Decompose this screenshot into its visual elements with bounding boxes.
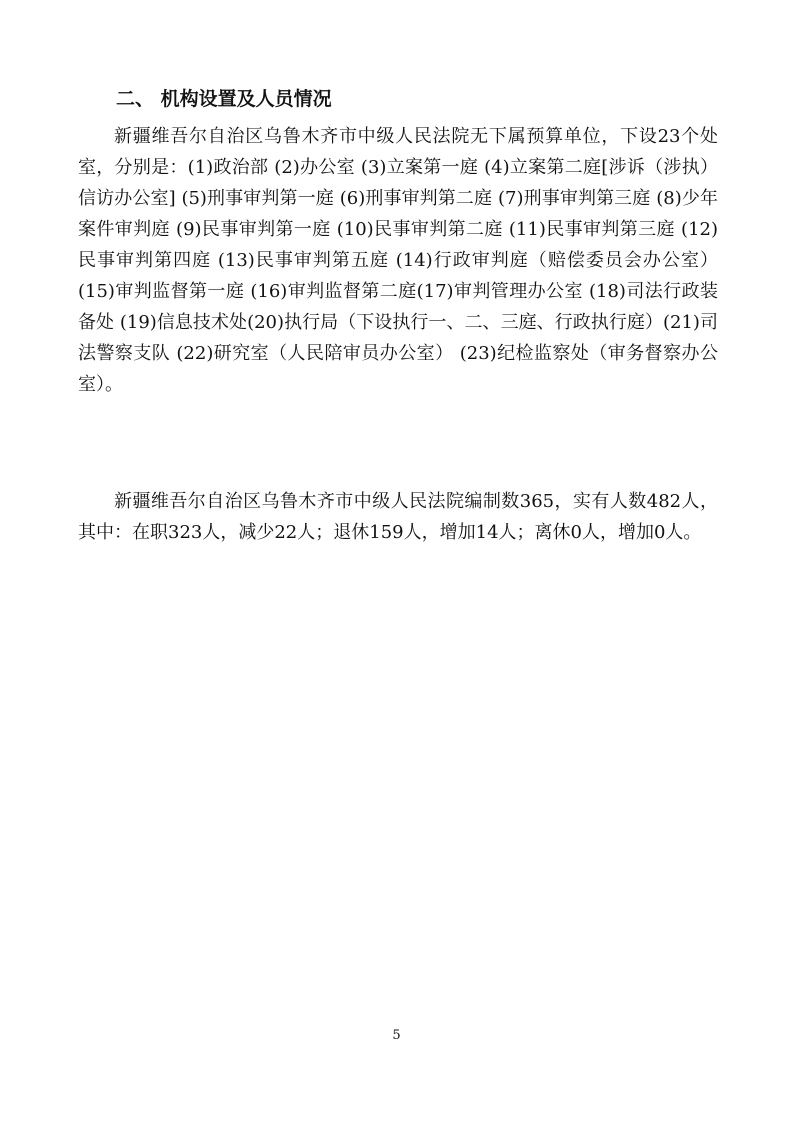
organization-paragraph: 新疆维吾尔自治区乌鲁木齐市中级人民法院无下属预算单位，下设23个处室，分别是：(1)政治部 (2)办公室 (3)立案第一庭 (4)立案第二庭[涉诉（涉执）信访办公室] (5)刑事审判第一庭 (6)刑事审判第二庭 (7)刑事审判第三庭 (8)少年案件审判庭 (9)民事审判第一庭 (10)民事审判第二庭 (11)民事审判第三庭 (12)民事审判第四庭 (13)民事审判第五庭 (14)行政审判庭（赔偿委员会办公室） (15)审判监督第一庭 (16)审判监督第二庭(17)审判管理办公室 (18)司法行政装备处 (19)信息技术处(20)执行局（下设执行一、二、三庭、行政执行庭）(21)司法警察支队 (22)研究室（人民陪审员办公室） (23)纪检监察处（审务督察办公室）。 [78,126,718,395]
page-number: 5 [392,1028,401,1043]
staffing-paragraph: 新疆维吾尔自治区乌鲁木齐市中级人民法院编制数365，实有人数482人，其中：在职323人，减少22人；退休159人，增加14人；离休0人，增加0人。 [78,491,718,543]
section-heading: 二、 机构设置及人员情况 [116,88,332,110]
